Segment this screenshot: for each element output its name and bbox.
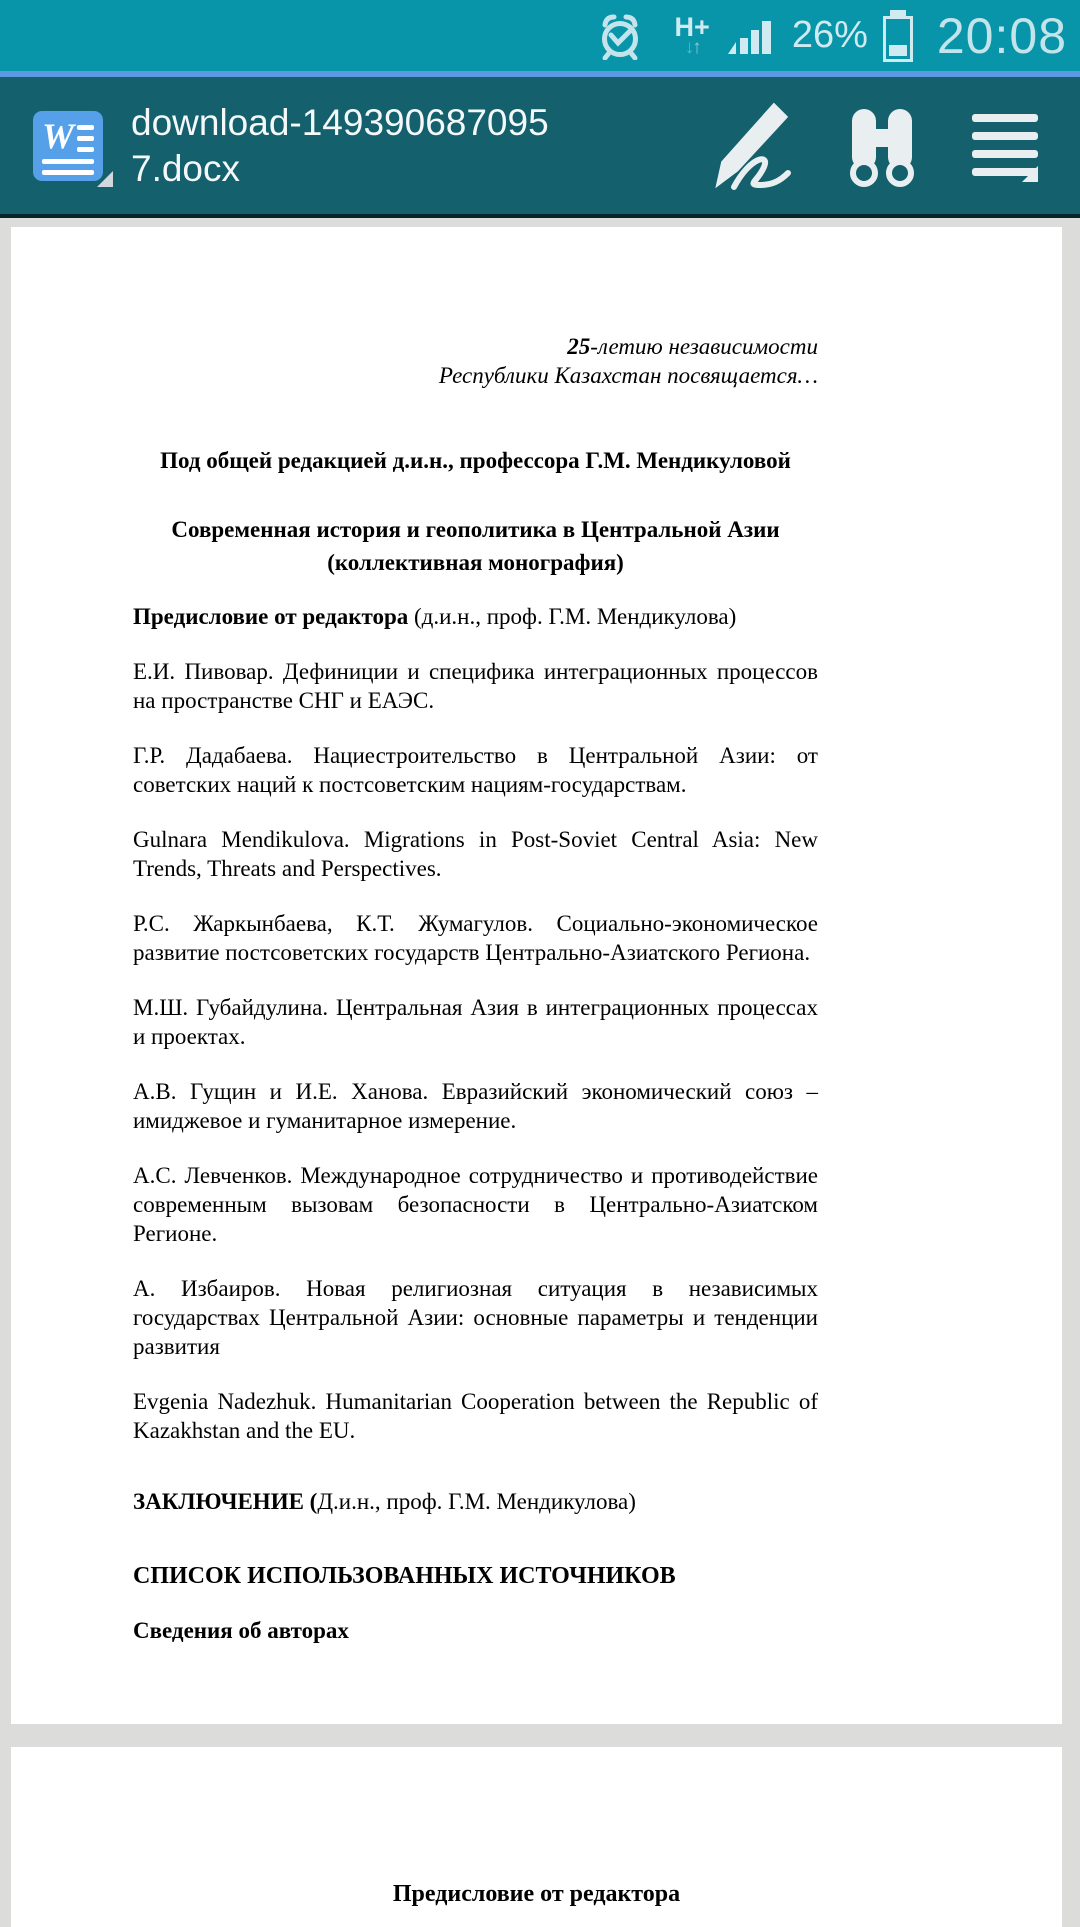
- dedication-line1: -летию независимости: [590, 334, 818, 359]
- document-page-1: [11, 227, 1062, 1724]
- status-bar: [0, 0, 1080, 71]
- monograph-subtitle: (коллективная монография): [327, 550, 624, 575]
- preface-heading-bold: Предисловие от редактора: [133, 604, 409, 629]
- toc-item: М.Ш. Губайдулина. Центральная Азия в интеграционных процессах и проектах.: [133, 995, 818, 1049]
- conclusion-heading: [133, 1487, 818, 1516]
- sources-heading: СПИСОК ИСПОЛЬЗОВАННЫХ ИСТОЧНИКОВ: [133, 1563, 676, 1589]
- alarm-icon: [597, 12, 643, 60]
- header-shadow: [0, 214, 1080, 218]
- conclusion-heading-bold: ЗАКЛЮЧЕНИЕ (: [133, 1489, 318, 1514]
- network-type-indicator: [675, 14, 710, 57]
- monograph-title: Современная история и геополитика в Центральной Азии: [171, 517, 780, 542]
- document-scroll-area[interactable]: [0, 227, 1080, 1927]
- word-doc-icon: W: [33, 111, 103, 181]
- toc-item: Р.С. Жаркынбаева, К.Т. Жумагулов. Социально-экономическое развитие постсоветских государств Центрально-Азиатского Региона.: [133, 911, 818, 965]
- toc-item: Gulnara Mendikulova. Migrations in Post-Soviet Central Asia: New Trends, Threats and Perspectives.: [133, 827, 818, 881]
- binoculars-find-icon[interactable]: [848, 105, 916, 187]
- battery-icon: [883, 10, 913, 62]
- status-bar-clock: 20:08: [936, 7, 1067, 64]
- editor-heading: Под общей редакцией д.и.н., профессора Г.М. Мендикуловой: [160, 448, 791, 473]
- page-gap: [0, 1724, 1080, 1747]
- pen-signature-icon[interactable]: [706, 101, 792, 191]
- toc-item: А.С. Левченков. Международное сотрудничество и противодействие современным вызовам безопасности в Центрально-Азиатском Регионе.: [133, 1163, 818, 1246]
- toc-item: Е.И. Пивовар. Дефиниции и специфика интеграционных процессов на пространстве СНГ и ЕАЭС.: [133, 659, 818, 713]
- signal-strength-icon: [726, 16, 776, 56]
- app-header: [0, 77, 1080, 214]
- toc-item: А.В. Гущин и И.Е. Ханова. Евразийский экономический союз – имиджевое и гуманитарное измерение.: [133, 1079, 818, 1133]
- menu-icon[interactable]: [972, 110, 1038, 182]
- document-title: download-1493906870957.docx: [131, 101, 549, 189]
- preface-heading-rest: (д.и.н., проф. Г.М. Мендикулова): [408, 604, 737, 629]
- authors-heading: Сведения об авторах: [133, 1618, 349, 1643]
- toc-item: Г.Р. Дадабаева. Нациестроительство в Центральной Азии: от советских наций к постсоветским нациям-государствам.: [133, 743, 818, 797]
- monograph-title-block: [133, 513, 818, 579]
- doc-fold-corner: [97, 171, 113, 187]
- network-arrows-icon: ↓↑: [684, 37, 700, 58]
- toc-item: А. Избаиров. Новая религиозная ситуация в независимых государствах Центральной Азии: основные параметры и тенденции развития: [133, 1276, 818, 1359]
- page2-section-heading: Предисловие от редактора: [392, 1881, 681, 1907]
- network-type-label: H+: [674, 12, 710, 42]
- battery-percent-label: 26%: [791, 14, 868, 56]
- document-page-2: [11, 1747, 1062, 1927]
- conclusion-heading-rest: Д.и.н., проф. Г.М. Мендикулова): [317, 1489, 636, 1514]
- preface-heading: [133, 602, 818, 631]
- dedication-line2: Республики Казахстан посвящается…: [438, 363, 818, 388]
- dedication-lines: [133, 332, 818, 390]
- toc-item: Evgenia Nadezhuk. Humanitarian Cooperation between the Republic of Kazakhstan and the EU.: [133, 1389, 818, 1443]
- dedication-number: 25: [567, 334, 591, 359]
- header-actions: [650, 101, 1038, 191]
